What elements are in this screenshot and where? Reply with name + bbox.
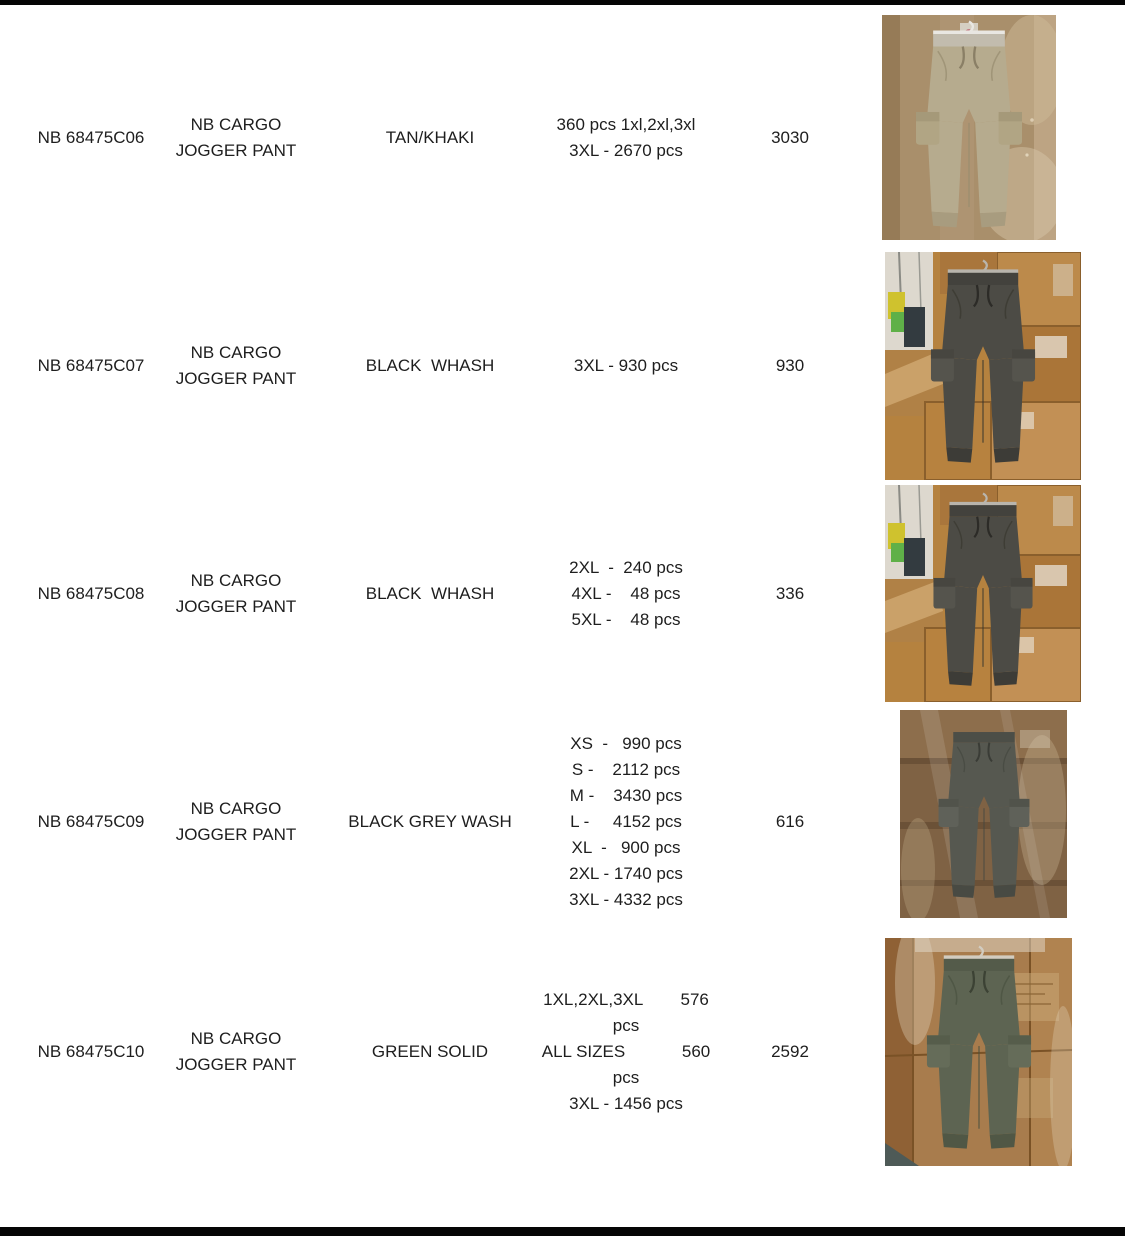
text-line: L - 4152 pcs [570,812,682,831]
color-name: BLACK WHASH [365,583,495,603]
product-photo-black-wash-joggers [885,485,1081,702]
text-line: NB CARGO [190,114,282,134]
size-breakdown [541,938,711,1166]
size-breakdown [556,25,696,250]
text-line: NB CARGO [190,1029,282,1048]
size-breakdown [570,485,682,702]
total-quantity: 3030 [771,127,809,147]
color-name: TAN/KHAKI [385,127,475,147]
product-name [175,718,297,926]
text-line: 3XL - 2670 pcs [569,140,683,160]
text-line: XS - 990 pcs [570,734,682,753]
text-line: 4XL - 48 pcs [571,583,681,603]
table-row [0,718,898,926]
product-name [175,938,297,1166]
text-line: JOGGER PANT [175,1055,297,1074]
text-line: 1XL,2XL,3XL 576 [543,990,709,1009]
text-line: NB CARGO [190,343,282,362]
product-photo-green-solid-joggers [885,938,1072,1166]
text-line: NB CARGO [190,570,282,590]
total-quantity: 930 [775,356,805,375]
size-breakdown [570,252,682,480]
size-breakdown [570,718,682,926]
text-line: S - 2112 pcs [571,760,681,779]
text-line: 3XL - 930 pcs [573,356,679,375]
text-line: XL - 900 pcs [571,838,681,857]
item-code: NB 68475C07 [37,356,145,375]
text-line: pcs [612,1016,640,1035]
jogger-pants-illustration [906,259,1059,473]
text-line: 5XL - 48 pcs [571,609,681,629]
item-code: NB 68475C06 [37,127,145,147]
text-line: 3XL - 1456 pcs [569,1094,683,1113]
text-line: 3XL - 4332 pcs [569,890,683,909]
jogger-pants-illustration [891,20,1047,238]
total-quantity: 2592 [771,1042,809,1061]
table-row [0,25,898,250]
total-quantity: 616 [775,812,805,831]
product-photo-tan-khaki-joggers [882,15,1056,240]
color-name: BLACK GREY WASH [348,812,512,831]
text-line: JOGGER PANT [175,140,297,160]
jogger-pants-illustration [917,720,1051,907]
product-name [175,25,297,250]
top-border [0,0,1125,5]
product-photo-black-wash-joggers [885,252,1081,480]
text-line: JOGGER PANT [175,596,297,616]
text-line: JOGGER PANT [175,369,297,388]
jogger-pants-illustration [902,945,1055,1159]
color-name: BLACK WHASH [365,356,495,375]
table-row [0,938,898,1166]
item-code: NB 68475C08 [37,583,145,603]
text-line: JOGGER PANT [175,825,297,844]
text-line: 2XL - 1740 pcs [569,864,683,883]
total-quantity: 336 [775,583,805,603]
text-line: pcs [612,1068,640,1087]
color-name: GREEN SOLID [371,1042,489,1061]
text-line: NB CARGO [190,799,282,818]
text-line: ALL SIZES 560 [541,1042,711,1061]
table-row [0,485,898,702]
text-line: 360 pcs 1xl,2xl,3xl [556,114,696,134]
text-line: M - 3430 pcs [569,786,683,805]
product-name [175,252,297,480]
text-line: 2XL - 240 pcs [569,557,683,577]
item-code: NB 68475C09 [37,812,145,831]
jogger-pants-illustration [910,492,1056,696]
item-code: NB 68475C10 [37,1042,145,1061]
table-row [0,252,898,480]
product-photo-black-grey-wash-joggers [900,710,1067,918]
product-name [175,485,297,702]
bottom-border [0,1227,1125,1236]
